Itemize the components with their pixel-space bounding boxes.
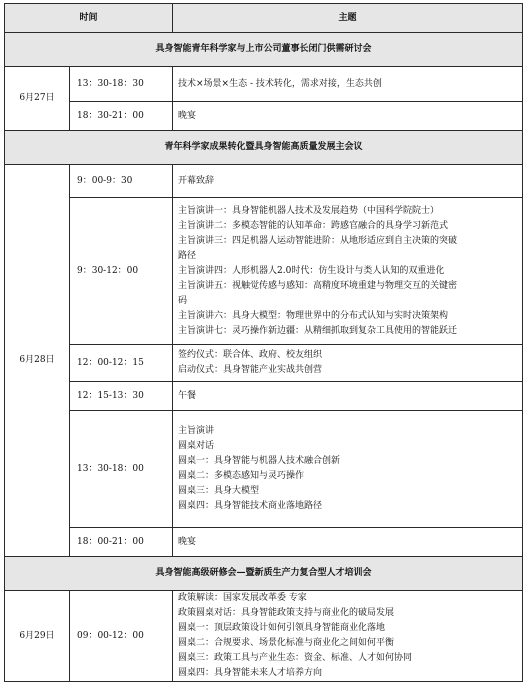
time-cell: 12：15-13：30: [70, 382, 173, 411]
section-title: 具身智能高级研修会—暨新质生产力复合型人才培训会: [5, 557, 523, 591]
schedule-row: [5, 198, 523, 345]
topic-line: 码: [178, 295, 188, 306]
topic-line: 主旨演讲七：灵巧操作新边疆：从精细抓取到复杂工具使用的智能跃迁: [178, 325, 458, 336]
time-cell: 9：00-9：30: [70, 165, 173, 198]
topic-line: 签约仪式：联合体、政府、校友组织: [178, 350, 323, 360]
topic-line: 午餐: [178, 390, 197, 401]
topic-line: 圆桌一：具身智能与机器人技术融合创新: [178, 456, 341, 466]
topic-cell: [173, 198, 523, 345]
schedule-table: [4, 3, 523, 682]
topic-line: 政策解读：国家发展改革委 专家: [178, 593, 307, 603]
topic-cell: [173, 411, 523, 528]
header-topic: 主题: [173, 4, 523, 33]
topic-line: 主旨演讲六：具身大模型：物理世界中的分布式认知与实时决策架构: [178, 310, 449, 321]
schedule-row: [5, 528, 523, 557]
topic-cell: [173, 528, 523, 557]
topic-line: 主旨演讲一：具身智能机器人技术及发展趋势（中国科学院院士）: [178, 205, 440, 216]
section-title-row: [5, 131, 523, 165]
topic-line: 主旨演讲五：视触觉传感与感知：高精度环境重建与物理交互的关键密: [178, 280, 458, 291]
schedule-row: [5, 345, 523, 382]
schedule-row: [5, 67, 523, 102]
topic-line: 主旨演讲三：四足机器人运动智能进阶：从地形适应到自主决策的突破: [178, 235, 458, 246]
time-cell: 09：00-12：00: [70, 591, 173, 682]
topic-cell: [173, 102, 523, 131]
time-cell: 13：30-18：00: [70, 411, 173, 528]
topic-line: 圆桌二：多模态感知与灵巧操作: [178, 471, 305, 481]
time-cell: 13：30-18：30: [70, 67, 173, 102]
section-title-row: [5, 33, 523, 67]
date-cell: 6月27日: [5, 67, 70, 131]
topic-cell: [173, 165, 523, 198]
section-title: 青年科学家成果转化暨具身智能高质量发展主会议: [5, 131, 523, 165]
table-header-row: [5, 4, 523, 33]
schedule-row: [5, 165, 523, 198]
time-cell: 9：30-12：00: [70, 198, 173, 345]
schedule-row: [5, 591, 523, 682]
date-cell: 6月28日: [5, 165, 70, 557]
schedule-row: [5, 102, 523, 131]
topic-line: 主旨演讲: [178, 426, 215, 436]
section-title-row: [5, 557, 523, 591]
topic-cell: [173, 382, 523, 411]
topic-line: 圆桌四：具身智能技术商业落地路径: [178, 501, 323, 511]
schedule-row: [5, 382, 523, 411]
topic-line: 主旨演讲四：人形机器人2.0时代：仿生设计与类人认知的双重进化: [178, 265, 445, 276]
topic-line: 晚宴: [178, 110, 197, 121]
date-cell: 6月29日: [5, 591, 70, 682]
topic-line: 圆桌一：顶层政策设计如何引领具身智能商业化落地: [178, 623, 386, 633]
topic-line: 开幕致辞: [178, 175, 215, 186]
header-time: 时间: [5, 4, 173, 33]
topic-line: 启动仪式：具身智能产业实战共创营: [178, 365, 323, 375]
topic-line: 圆桌三：具身大模型: [178, 486, 260, 496]
topic-line: 圆桌三：政策工具与产业生态：资金、标准、人才如何协同: [178, 653, 413, 663]
time-cell: 18：30-21：00: [70, 102, 173, 131]
topic-line: 技术×场景×生态 - 技术转化，需求对接，生态共创: [178, 78, 382, 89]
topic-cell: [173, 67, 523, 102]
topic-line: 圆桌对话: [178, 441, 215, 451]
topic-line: 路径: [178, 250, 197, 261]
topic-line: 政策圆桌对话：具身智能政策支持与商业化的破局发展: [178, 608, 395, 618]
time-cell: 18：00-21：00: [70, 528, 173, 557]
section-title: 具身智能青年科学家与上市公司董事长闭门供需研讨会: [5, 33, 523, 67]
topic-cell: [173, 345, 523, 382]
topic-line: 圆桌四：具身智能未来人才培养方向: [178, 668, 323, 678]
topic-line: 主旨演讲二：多模态智能的认知革命：跨感官融合的具身学习新范式: [178, 220, 449, 231]
topic-cell: [173, 591, 523, 682]
topic-line: 晚宴: [178, 536, 197, 547]
time-cell: 12：00-12：15: [70, 345, 173, 382]
topic-line: 圆桌二：合规要求、场景化标准与商业化之间如何平衡: [178, 638, 395, 648]
schedule-row: [5, 411, 523, 528]
